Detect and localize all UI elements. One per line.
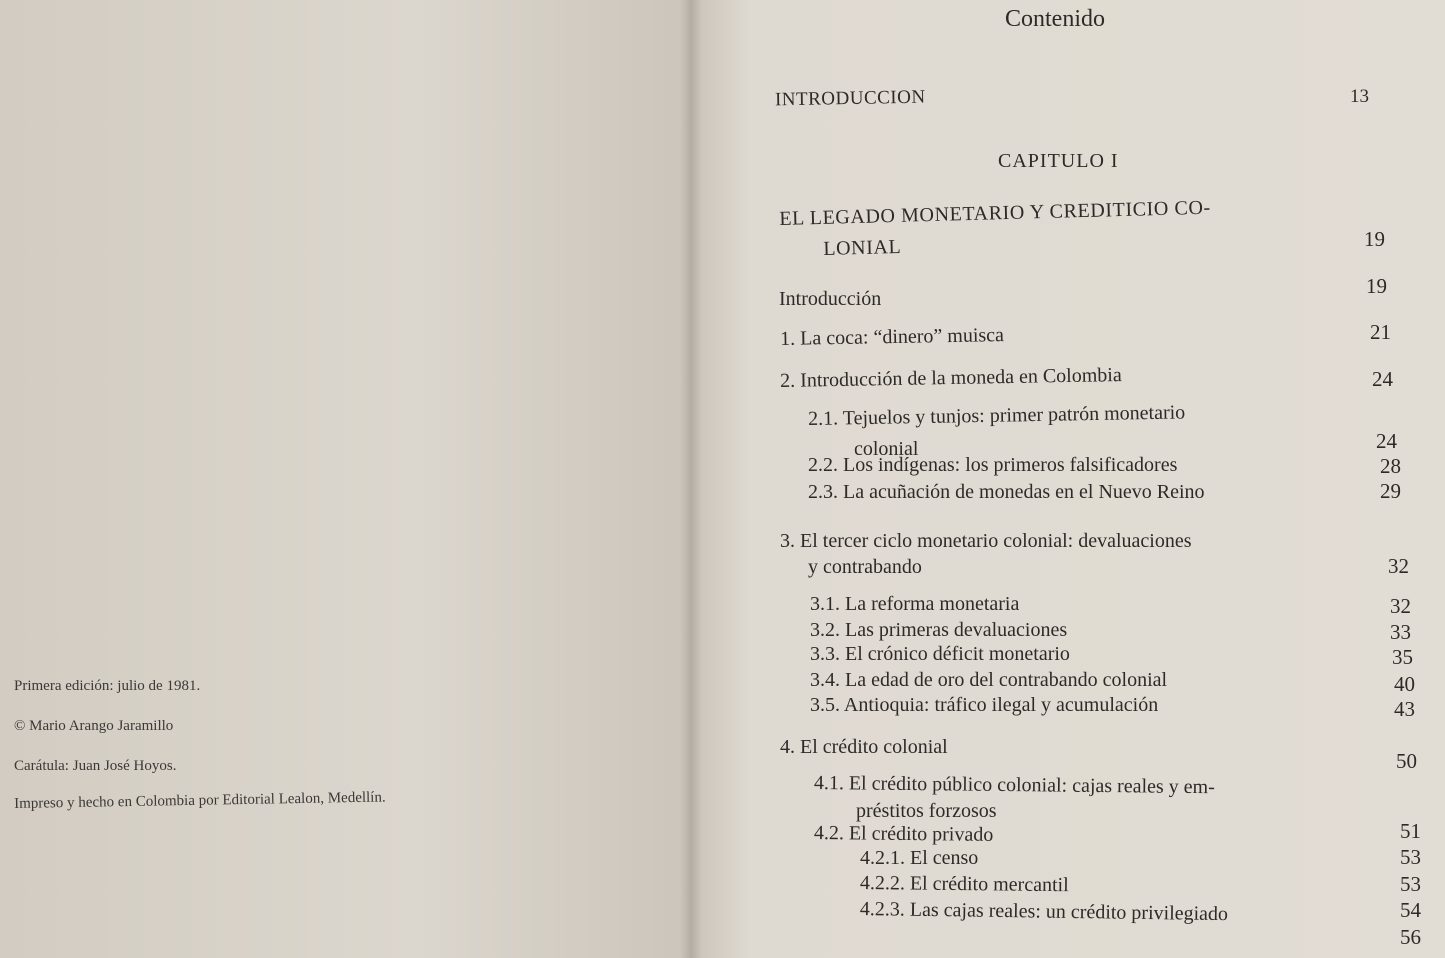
toc-entry-page: 33: [1390, 620, 1411, 644]
right-page: [690, 0, 1445, 958]
toc-entry-page: 24: [1376, 429, 1397, 453]
edition-line: Primera edición: julio de 1981.: [14, 678, 201, 694]
toc-entry: colonial: [854, 438, 919, 460]
toc-entry: 3.4. La edad de oro del contrabando colonial: [810, 669, 1168, 691]
toc-entry: 4.2.2. El crédito mercantil: [859, 872, 1069, 897]
toc-entry: 3.2. Las primeras devaluaciones: [810, 619, 1068, 641]
toc-entry-page: 53: [1400, 872, 1421, 896]
toc-entry-page: 32: [1388, 554, 1409, 578]
toc-entry-page: 19: [1366, 274, 1387, 298]
toc-entry: préstitos forzosos: [856, 800, 997, 822]
chapter-label: CAPITULO I: [998, 150, 1119, 172]
toc-entry-page: 50: [1396, 749, 1417, 773]
toc-entry-page: 32: [1390, 594, 1411, 618]
contents-heading: Contenido: [1005, 6, 1105, 32]
toc-entry-page: 24: [1372, 367, 1393, 391]
chapter-title-line-1: EL LEGADO MONETARIO Y CREDITICIO CO-: [779, 196, 1212, 230]
toc-entry-page: 43: [1394, 697, 1415, 721]
toc-entry: 2.3. La acuñación de monedas en el Nuevo Reino: [808, 481, 1205, 503]
chapter-title-line-2: LONIAL: [823, 235, 902, 260]
book-gutter: [680, 0, 702, 958]
toc-entry: y contrabando: [808, 556, 922, 578]
toc-entry: 3.1. La reforma monetaria: [810, 593, 1020, 615]
toc-entry: 2.1. Tejuelos y tunjos: primer patrón monetario: [808, 401, 1186, 430]
toc-entry-page: 35: [1392, 645, 1413, 669]
chapter-page: 19: [1364, 227, 1385, 251]
toc-entry-page: 53: [1400, 845, 1421, 869]
copyright-line: © Mario Arango Jaramillo: [14, 718, 174, 734]
toc-introduction-page: 13: [1350, 86, 1369, 107]
toc-entry: 2.2. Los indígenas: los primeros falsificadores: [808, 454, 1178, 476]
toc-introduction-label: INTRODUCCION: [774, 86, 926, 111]
toc-entry: 4. El crédito colonial: [780, 736, 948, 758]
toc-entry: 4.1. El crédito público colonial: cajas reales y em-: [813, 772, 1215, 799]
toc-entry: Introducción: [779, 288, 882, 310]
toc-entry: 4.2. El crédito privado: [813, 822, 994, 846]
toc-entry: 3.5. Antioquia: tráfico ilegal y acumulación: [810, 694, 1159, 716]
toc-entry-page: 56: [1400, 925, 1421, 949]
toc-entry: 3.3. El crónico déficit monetario: [810, 643, 1070, 665]
toc-entry-page: 28: [1380, 454, 1401, 478]
toc-entry: 2. Introducción de la moneda en Colombia: [780, 364, 1122, 392]
left-page: [0, 0, 690, 958]
toc-entry-page: 29: [1380, 479, 1401, 503]
toc-entry: 1. La coca: “dinero” muisca: [780, 324, 1005, 350]
toc-entry-page: 40: [1394, 672, 1415, 696]
toc-entry: 4.2.3. Las cajas reales: un crédito privilegiado: [859, 898, 1229, 926]
toc-entry-page: 51: [1400, 819, 1421, 843]
cover-credit-line: Carátula: Juan José Hoyos.: [14, 758, 177, 774]
toc-entry-page: 21: [1370, 320, 1391, 344]
toc-entry: 4.2.1. El censo: [860, 847, 979, 869]
printer-line: Impreso y hecho en Colombia por Editorial Lealon, Medellín.: [14, 789, 386, 812]
toc-entry-page: 54: [1400, 898, 1421, 922]
toc-entry: 3. El tercer ciclo monetario colonial: devaluaciones: [780, 530, 1192, 552]
